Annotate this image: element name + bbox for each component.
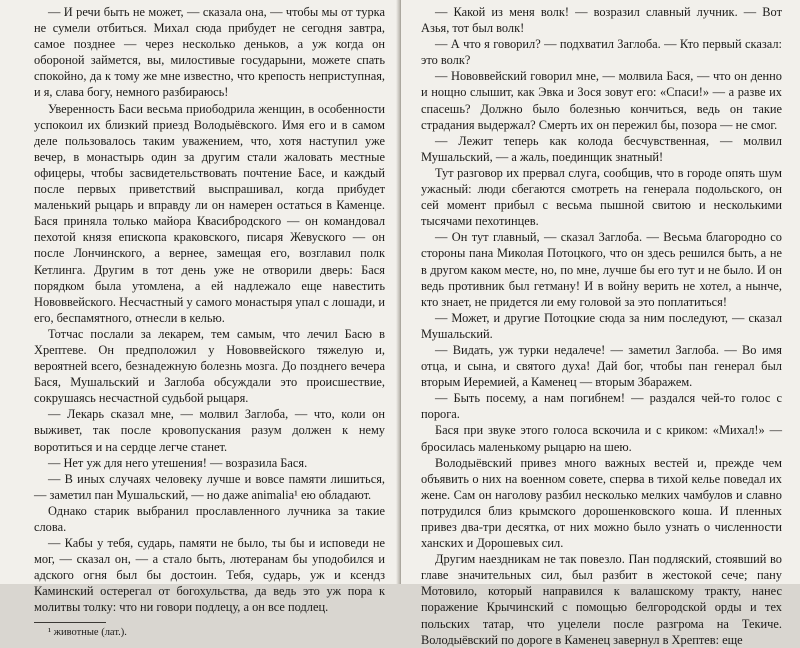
- right-paragraph: — Он тут главный, — сказал Заглоба. — Весьма благородно со стороны пана Миколая Потоцкого, что он здесь решился быть, а не в другом каком месте, но, по мне, лучше бы его тут и не было. И он ведь противник был гетману! И в войну верить не хотел, а нынче, кто знает, не придется ли ему головой за это поплатиться!: [421, 230, 782, 309]
- left-page-text: [34, 4, 385, 616]
- right-paragraph: Тут разговор их прервал слуга, сообщив, что в городе опять шум ужасный: люди сбегаются смотреть на генерала подольского, он сей момент прибыл с весьма пышной свитою и несколькими тысячами пехотинцев.: [421, 165, 782, 229]
- footnote-divider: [34, 622, 106, 623]
- left-paragraph: Однако старик выбранил прославленного лучника за такие слова.: [34, 503, 385, 534]
- left-paragraph: — Нет уж для него утешения! — возразила Бася.: [48, 455, 308, 470]
- footnote: ¹ животные (лат.).: [48, 626, 127, 638]
- right-paragraph: — Видать, уж турки недалече! — заметил Заглоба. — Во имя отца, и сына, и святого духа! Дай бог, чтобы пан генерал был вторым Иеремией, а Каменец — вторым Збаражем.: [421, 342, 782, 390]
- left-paragraph: Уверенность Баси весьма приободрила женщин, в особенности успокоил их близкий приезд Володыёвского. Имя его и в самом деле пользовалось таким уважением, что, хотя наступил уже вечер, в монастырь один за другим стали жаловать местные офицеры, чтобы засвидетельствовать почтение Басе, и каждый после первых приветствий выспрашивал, когда прибудет маленький рыцарь и вправду ли он намерен остаться в Каменце. Бася приняла только майора Квасибродского — он командовал пехотой князя епископа краковского, писаря Жевуского — он после Лончинского, а вернее, замещая его, возглавил полк Кетлинга. Другим в тот день уже не отворили дверь: Бася порядком была утомлена, а ей надлежало еще навестить Нововвейского. Несчастный у самого монастыря упал с лошади, и его, беспамятного, отнесли в келью.: [34, 101, 385, 325]
- right-paragraph: — Быть посему, а нам погибнем! — раздался чей-то голос с порога.: [421, 391, 782, 422]
- right-paragraph: Другим наездникам не так повезло. Пан подляский, стоявший во главе значительных сил, был разбит в жестокой сече; пану Мотовило, который направился к валашскому тракту, нанес поражение Крычинский с помощью белгородской орды и тех польских татар, что уцелели после разгрома на Текиче. Володыёвский по дороге в Каменец завернул в Хрептев: еще: [421, 552, 782, 647]
- right-paragraph: — Какой из меня волк! — возразил славный лучник. — Вот Азья, тот был волк!: [421, 5, 782, 36]
- left-paragraph: — Кабы у тебя, сударь, памяти не было, ты бы и исповеди не мог, — сказал он, — а стало быть, лютеранам бы уподобился и адского огня был бы достоин. Тебя, сударь, уж и ксендз Каминский остерегал от богохульства, да ведь это уж пора к молитвы толку: что ни говори подлецу, а он все подлец.: [34, 536, 385, 615]
- right-paragraph: — Может, и другие Потоцкие сюда за ним последуют, — сказал Мушальский.: [421, 310, 782, 341]
- left-page: [0, 0, 399, 638]
- right-paragraph: Бася при звуке этого голоса вскочила и с криком: «Михал!» — бросилась маленькому рыцарю на шею.: [421, 423, 782, 454]
- right-page-text: [421, 4, 782, 648]
- left-paragraph: — Лекарь сказал мне, — молвил Заглоба, — что, коли он выживет, так после кровопускания разум должен к нему воротиться и на сердце легче станет.: [34, 407, 385, 454]
- right-paragraph: Володыёвский привез много важных вестей и, прежде чем объявить о них на военном совете, сперва в тихой келье поведал их жене. Сам он наголову разбил несколько мелких чамбулов и славно потрудился близ крымского дорошенковского коша. И пленных привез два-три десятка, от них можно было узнать о численности ханских и Дорошевых сил.: [421, 455, 782, 551]
- right-paragraph: — Лежит теперь как колода бесчувственная, — молвил Мушальский, — а жаль, поединщик знатный!: [421, 133, 782, 164]
- right-page: [401, 0, 800, 647]
- left-paragraph: Тотчас послали за лекарем, тем самым, что лечил Басю в Хрептеве. Он предположил у Нововвейского тяжелую и, вероятней всего, безнадежную болезнь мозга. До позднего вечера Бася, Мушальский и Заглоба обсуждали это происшествие, сокрушаясь несчастной судьбой рыцаря.: [34, 326, 385, 406]
- left-paragraph: — В иных случаях человеку лучше и вовсе памяти лишиться, — заметил пан Мушальский, — но даже animalia¹ ею обладают.: [34, 471, 385, 502]
- left-paragraph: — И речи быть не может, — сказала она, — чтобы мы от турка не сумели отбиться. Михал сюда прибудет не сегодня завтра, самое позднее — через несколько деньков, а уж когда он обороной займется, вы, милостивые государыни, можете спать спокойно, да к тому же мне известно, что крепость неприступная, и я, слава богу, немного разбираюсь!: [34, 5, 385, 100]
- right-paragraph: — Нововвейский говорил мне, — молвила Бася, — что он денно и нощно слышит, как Эвка и Зося зовут его: «Спаси!» — а разве их спасешь? Должно было болезнью кончиться, ведь он такие страдания выдержал? Смерть их он пережил бы, позора — не смог.: [421, 69, 782, 132]
- right-paragraph: — А что я говорил? — подхватил Заглоба. — Кто первый сказал: это волк?: [421, 37, 782, 68]
